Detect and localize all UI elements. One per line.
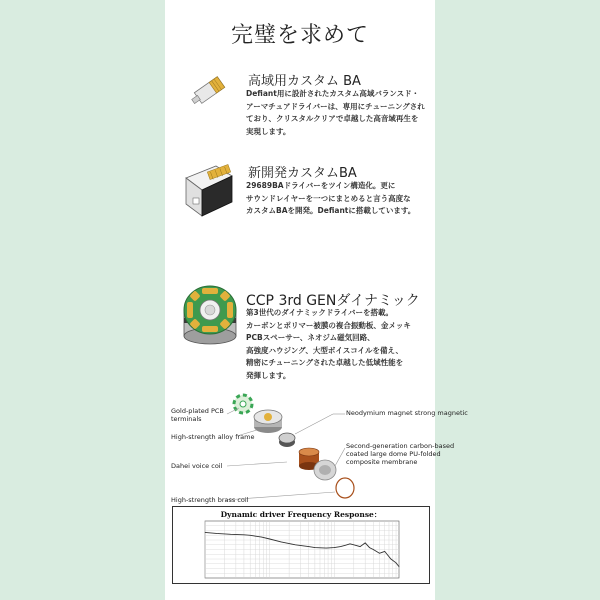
frequency-response-chart bbox=[172, 506, 430, 584]
data-point bbox=[369, 547, 370, 548]
feature-line: 第3世代のダイナミックドライバーを搭載。 bbox=[246, 308, 394, 317]
feature-line: Defiant用に設計されたカスタム高域バランスド・ bbox=[246, 89, 420, 98]
data-point bbox=[326, 548, 327, 549]
data-point bbox=[230, 534, 231, 535]
data-point bbox=[353, 544, 354, 545]
feature-body-new-ba bbox=[246, 180, 415, 218]
data-point bbox=[281, 542, 282, 543]
data-point bbox=[216, 533, 217, 534]
feature-title-high-ba: 高域用カスタム BA bbox=[248, 74, 361, 89]
data-point bbox=[261, 537, 262, 538]
feature-body-dynamic bbox=[246, 307, 411, 382]
dynamic-driver-icon bbox=[178, 280, 242, 346]
label-brass: High-strength brass coil bbox=[171, 496, 249, 504]
pcb-part bbox=[234, 395, 252, 413]
data-point bbox=[250, 535, 251, 536]
ba-driver-icon bbox=[188, 72, 230, 110]
chart-title: Dynamic driver Frequency Response： bbox=[220, 510, 382, 519]
right-side-band bbox=[435, 0, 600, 600]
data-point bbox=[384, 551, 385, 552]
feature-line: 29689BAドライバーをツイン構造化。更に bbox=[246, 181, 396, 190]
data-point bbox=[360, 546, 361, 547]
chart-plot bbox=[173, 507, 429, 583]
label-diaphragm-line: composite membrane bbox=[346, 458, 418, 466]
label-magnet: Neodymium magnet strong magnetic bbox=[346, 409, 468, 417]
data-point bbox=[334, 547, 335, 548]
feature-title-new-ba: 新開発カスタムBA bbox=[248, 166, 357, 181]
label-pcb-line: Gold-plated PCB bbox=[171, 407, 224, 415]
feature-title-dynamic: CCP 3rd GENダイナミック bbox=[246, 293, 420, 309]
feature-line: ており、クリスタルクリアで卓越した高音域再生を bbox=[246, 114, 419, 123]
data-point bbox=[396, 563, 397, 564]
data-point bbox=[350, 544, 351, 545]
data-point bbox=[345, 545, 346, 546]
left-side-band bbox=[0, 0, 165, 600]
label-diaphragm-line: Second-generation carbon-based bbox=[346, 442, 455, 450]
data-point bbox=[391, 559, 392, 560]
data-point bbox=[295, 544, 296, 545]
magnet-part bbox=[279, 433, 295, 447]
data-point bbox=[399, 566, 400, 567]
data-point bbox=[308, 546, 309, 547]
feature-line: カスタムBAを開発。Defiantに搭載しています。 bbox=[246, 206, 416, 215]
label-pcb bbox=[171, 407, 224, 423]
brass-ring-part bbox=[336, 478, 354, 498]
feature-line: サウンドレイヤーを一つにまとめると言う高度な bbox=[246, 193, 411, 203]
data-point bbox=[340, 546, 341, 547]
data-point bbox=[315, 547, 316, 548]
feature-body-high-ba bbox=[246, 88, 425, 138]
data-point bbox=[365, 543, 366, 544]
label-coil: Dahei voice coil bbox=[171, 462, 223, 470]
data-point bbox=[269, 539, 270, 540]
feature-line: 実現します。 bbox=[246, 126, 291, 136]
label-diaphragm-line: coated large dome PU-folded bbox=[346, 450, 441, 458]
feature-line: PCBスペーサー、ネオジム磁気回路、 bbox=[246, 333, 375, 342]
label-pcb-line: terminals bbox=[171, 415, 202, 423]
feature-line: 精密にチューニングされた卓越した低域性能を bbox=[246, 358, 404, 367]
diaphragm-part bbox=[314, 460, 336, 480]
data-point bbox=[244, 534, 245, 535]
frame-part bbox=[254, 410, 282, 433]
feature-line: 発揮します。 bbox=[246, 370, 291, 380]
twin-ba-driver-icon bbox=[180, 160, 238, 220]
data-point bbox=[205, 532, 206, 533]
feature-line: 高強度ハウジング、大型ボイスコイルを備え、 bbox=[246, 345, 404, 355]
label-frame: High-strength alloy frame bbox=[171, 433, 255, 441]
data-point bbox=[379, 553, 380, 554]
page-title: 完璧を求めて bbox=[230, 23, 369, 48]
label-diaphragm bbox=[346, 442, 454, 466]
data-point bbox=[373, 549, 374, 550]
feature-line: カーボンとポリマー被膜の複合振動板、金メッキ bbox=[246, 320, 411, 330]
feature-line: アーマチュアドライバーは、専用にチューニングされ bbox=[246, 101, 425, 111]
